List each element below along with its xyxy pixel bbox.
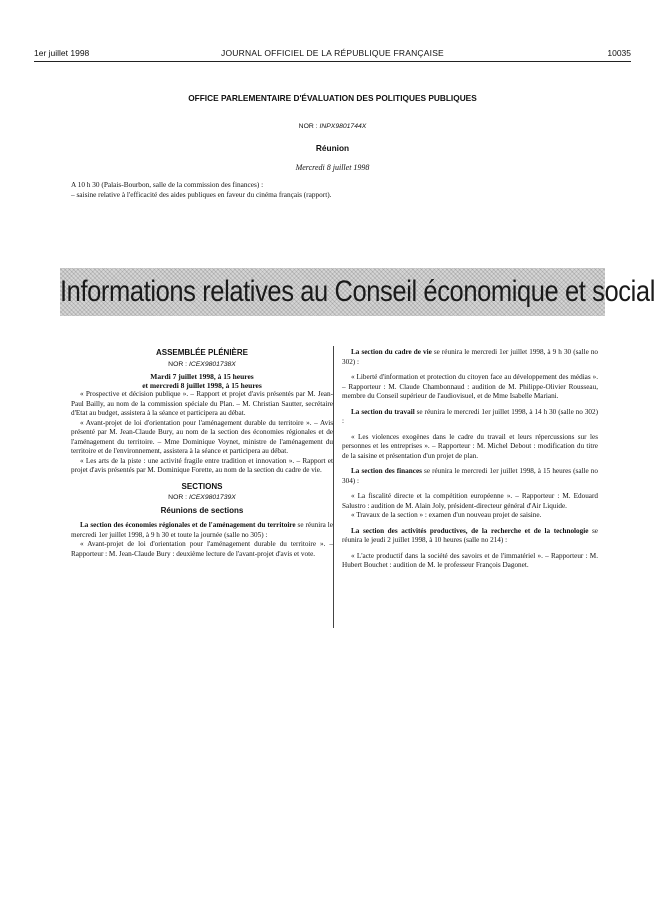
section-economies-regionales-details: se réunira le mercredi 1er juillet 1998, à 9 h 30 et toute la journée (salle no 305) : bbox=[71, 521, 333, 539]
office-agenda bbox=[71, 180, 591, 200]
agenda-item-travaux-section: « Travaux de la section » : examen d'un nouveau projet de saisine. bbox=[351, 511, 542, 519]
nor-sections-label: NOR : bbox=[168, 494, 188, 501]
nor-sections-code: ICEX9801739X bbox=[188, 494, 236, 501]
header-date: 1er juillet 1998 bbox=[34, 48, 90, 58]
office-agenda-line-1: A 10 h 30 (Palais-Bourbon, salle de la commission des finances) : bbox=[71, 180, 264, 189]
heading-sections: SECTIONS bbox=[181, 481, 223, 491]
page-header bbox=[34, 48, 631, 62]
heading-reunions-sections: Réunions de sections bbox=[160, 505, 244, 515]
agenda-item-amenagement: « Avant-projet de loi d'orientation pour l'aménagement durable du territoire ». – Avis présenté par M. Jean-Claude Bury, au nom de la section des économies régionales et de l'aménagement du territoire. – Mme Dominique Voynet, ministre de l'aménagement du territoire et de l'environnement, assistera à la séance et participera au débat. bbox=[71, 418, 333, 455]
section-cadre-de-vie bbox=[342, 348, 598, 367]
agenda-item-arts-piste: « Les arts de la piste : une activité fragile entre tradition et innovation ». – Rapport et projet d'avis présentés par M. Dominique Forette, au nom de la section du cadre de vie. bbox=[71, 456, 333, 474]
office-reunion-heading: Réunion bbox=[315, 143, 350, 153]
office-nor-label: NOR : bbox=[298, 123, 318, 130]
office-meeting-date: Mercredi 8 juillet 1998 bbox=[295, 163, 370, 172]
nor-assemblee bbox=[71, 360, 333, 370]
right-column bbox=[342, 348, 598, 571]
section-banner bbox=[60, 268, 655, 316]
section-finances-name: La section des finances bbox=[351, 467, 422, 475]
section-travail-name: La section du travail bbox=[351, 407, 415, 416]
banner-title: Informations relatives au Conseil économique et social bbox=[60, 275, 655, 309]
nor-sections bbox=[71, 493, 333, 503]
section-finances-details: se réunira le mercredi 1er juillet 1998, à 15 heures (salle no 304) : bbox=[342, 467, 598, 485]
session-date-2: et mercredi 8 juillet 1998, à 15 heures bbox=[142, 381, 262, 390]
left-column bbox=[71, 348, 333, 559]
agenda-item-avant-projet: « Avant-projet de loi d'orientation pour l'aménagement durable du territoire ». – Rapporteur : M. Jean-Claude Bury : deuxième lecture de l'avant-projet d'avis et vote. bbox=[71, 540, 333, 558]
office-title: OFFICE PARLEMENTAIRE D'ÉVALUATION DES POLITIQUES PUBLIQUES bbox=[188, 93, 477, 103]
agenda-item-fiscalite: « La fiscalité directe et la compétition européenne ». – Rapporteur : M. Edouard Salustro : audition de M. Alain Joly, président-directeur général d'Air Liquide. bbox=[342, 492, 598, 510]
agenda-item-liberte-information: « Liberté d'information et protection du citoyen face au développement des médias ». – Rapporteur : M. Claude Chambonnaud : audition de M. Philippe-Olivier Rousseau, membre du Conseil supérieur de l'audiovisuel, et de Mme Isabelle Mariani. bbox=[342, 373, 598, 400]
office-agenda-line-2: – saisine relative à l'efficacité des aides publiques en faveur du cinéma français (rapport). bbox=[71, 190, 332, 199]
header-page-number: 10035 bbox=[607, 48, 631, 58]
column-divider bbox=[333, 346, 334, 628]
nor-assemblee-label: NOR : bbox=[168, 360, 188, 368]
section-economies-regionales-name: La section des économies régionales et de l'aménagement du territoire bbox=[80, 521, 296, 529]
header-journal-title: JOURNAL OFFICIEL DE LA RÉPUBLIQUE FRANÇAISE bbox=[221, 48, 444, 58]
section-activites-productives-details: se réunira le jeudi 2 juillet 1998, à 10 heures (salle no 214) : bbox=[342, 526, 598, 544]
session-date-1: Mardi 7 juillet 1998, à 15 heures bbox=[150, 372, 254, 381]
header-rule bbox=[34, 61, 631, 62]
section-activites-productives bbox=[342, 527, 598, 546]
office-nor bbox=[0, 123, 665, 130]
section-cadre-de-vie-name: La section du cadre de vie bbox=[351, 348, 432, 356]
agenda-item-violences: « Les violences exogènes dans le cadre du travail et leurs répercussions sur les personnes et les entreprises ». – Rapporteur : M. Michel Debout : modification du titre de la saisine et présentation d'un projet de plan. bbox=[342, 432, 598, 460]
nor-assemblee-code: ICEX9801738X bbox=[188, 360, 236, 368]
section-activites-productives-name: La section des activités productives, de la recherche et de la technologie bbox=[351, 526, 589, 535]
section-travail bbox=[342, 408, 598, 427]
section-finances bbox=[342, 467, 598, 486]
agenda-item-prospective: « Prospective et décision publique ». – Rapport et projet d'avis présentés par M. Jean-Paul Bailly, au nom de la commission spéciale du Plan. – M. Christian Sautter, secrétaire d'Etat au budget, assistera à la séance et participera au débat. bbox=[71, 390, 333, 417]
heading-assemblee-pleniere: ASSEMBLÉE PLÉNIÈRE bbox=[155, 348, 248, 357]
section-cadre-de-vie-details: se réunira le mercredi 1er juillet 1998, à 9 h 30 (salle no 302) : bbox=[342, 348, 599, 366]
agenda-item-acte-productif: « L'acte productif dans la société des savoirs et de l'immatériel ». – Rapporteur : M. Hubert Bouchet : audition de M. le professeur François Dagonet. bbox=[342, 551, 598, 569]
section-travail-details: se réunira le mercredi 1er juillet 1998, à 14 h 30 (salle no 302) : bbox=[342, 407, 598, 425]
office-nor-code: INPX9801744X bbox=[319, 123, 367, 130]
section-economies-regionales bbox=[71, 521, 333, 540]
